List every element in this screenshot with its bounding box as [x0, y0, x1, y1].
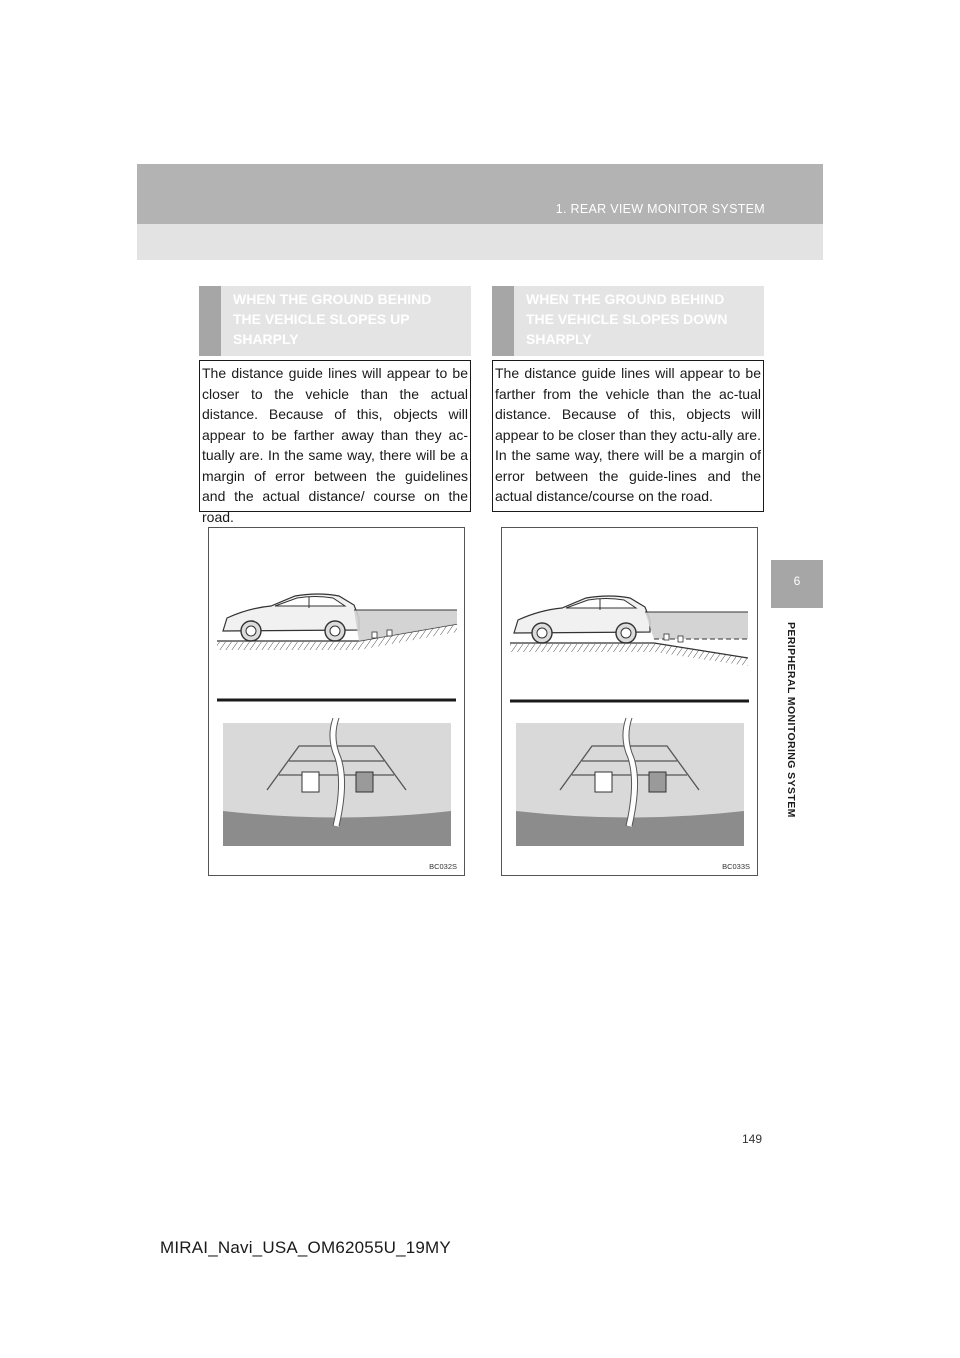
- figure-code: BC032S: [429, 862, 457, 871]
- car-illustration: [514, 596, 650, 643]
- section-body: [492, 360, 764, 512]
- section-title: 1. REAR VIEW MONITOR SYSTEM: [555, 202, 765, 216]
- figure-code: BC033S: [722, 862, 750, 871]
- figure-slope-down: [501, 527, 758, 876]
- section-slopes-down: [492, 286, 764, 512]
- section-heading: [199, 286, 471, 356]
- slope-down-illustration: [502, 528, 757, 875]
- header-band: [137, 164, 823, 224]
- slope-up-illustration: [209, 528, 464, 875]
- chapter-tab: [771, 560, 823, 608]
- body-text: The distance guide lines will appear to be closer to the vehicle than the actual distance. Because of this, objects will appear to be farther away than they ac-tually are. In the same way, there will be a margin of error between the guidelines and the actual distance/ course on the road.: [202, 365, 468, 525]
- section-slopes-up: [199, 286, 471, 525]
- heading-accent-bar: [199, 286, 221, 356]
- section-body: [199, 360, 471, 525]
- header-band-sub: [137, 224, 823, 260]
- page-number: 149: [742, 1132, 763, 1146]
- heading-text: WHEN THE GROUND BEHIND THE VEHICLE SLOPES DOWN SHARPLY: [526, 291, 728, 347]
- car-illustration: [223, 594, 359, 641]
- body-text: The distance guide lines will appear to be farther from the vehicle than the ac-tual distance. Because of this, objects will appear to be closer than they actu-ally are. In the same way, there will be a margin of error between the guide-lines and the actual distance/course on the road.: [495, 365, 761, 504]
- chapter-number: 6: [793, 574, 801, 588]
- figure-slope-up: [208, 527, 465, 876]
- heading-accent-bar: [492, 286, 514, 356]
- document-footer: MIRAI_Navi_USA_OM62055U_19MY: [160, 1238, 451, 1257]
- section-heading: [492, 286, 764, 356]
- monitor-screen: [223, 718, 451, 846]
- heading-text: WHEN THE GROUND BEHIND THE VEHICLE SLOPES UP SHARPLY: [233, 291, 432, 347]
- monitor-screen: [516, 718, 744, 846]
- chapter-side-label: PERIPHERAL MONITORING SYSTEM: [785, 622, 797, 818]
